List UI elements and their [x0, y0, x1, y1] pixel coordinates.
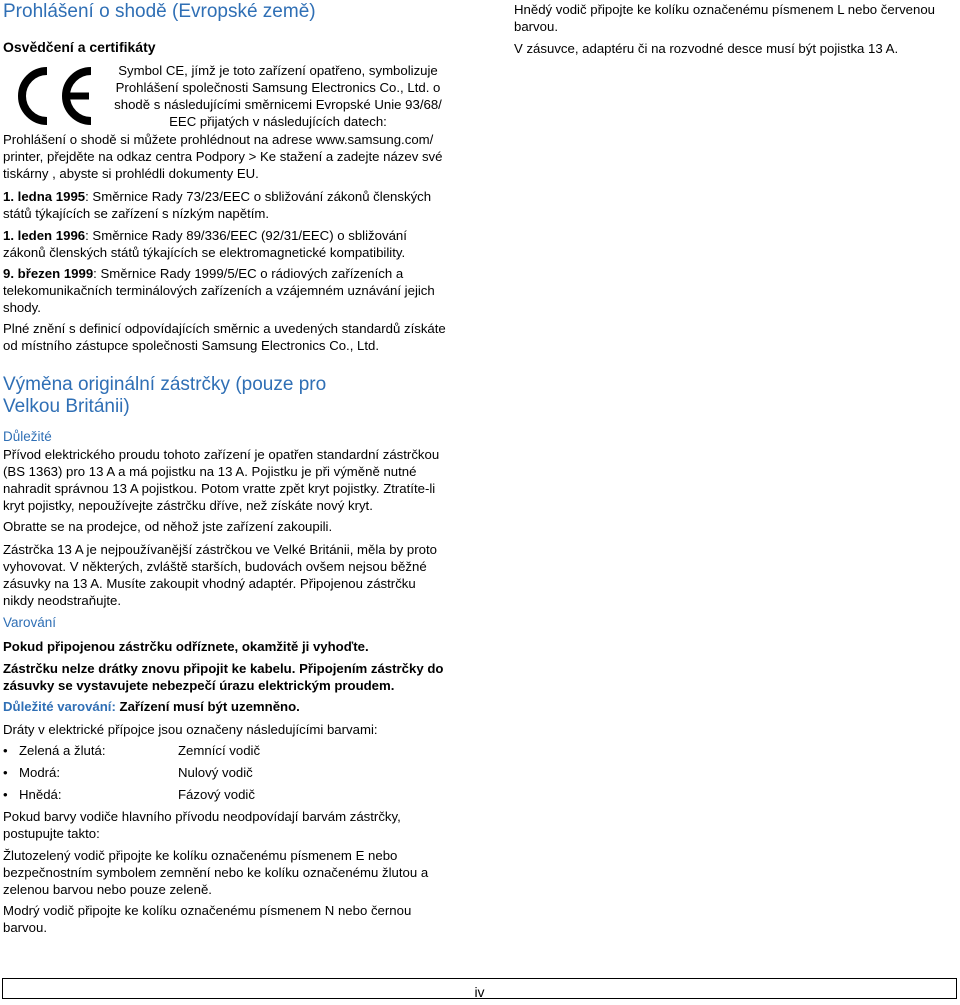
wire-item	[3, 742, 450, 764]
directive-2-text: : Směrnice Rady 89/336/EEC (92/31/EEC) o sbližování zákonů členských států týkajících se elektromagnetické kompatibility.	[3, 228, 407, 260]
wire-label: Hnědá:	[19, 787, 62, 802]
wire-value: Zemnící vodič	[178, 743, 261, 758]
warning-paragraph-1: Pokud připojenou zástrčku odříznete, okamžitě ji vyhoďte.	[3, 639, 369, 654]
bullet: •	[3, 743, 8, 758]
wire-list	[3, 742, 450, 808]
declaration-text: Prohlášení o shodě si můžete prohlédnout na adrese www.samsung.com/ printer, přejděte na odkaz centra Podpory > Ke stažení a zadejte název své tiskárny , abyste si prohlédli dokumenty EU.	[3, 132, 443, 181]
important-warning-label: Důležité varování:	[3, 699, 116, 714]
directive-1-text: : Směrnice Rady 73/23/EEC o sbližování zákonů členských států týkajících se zařízení s nízkým napětím.	[3, 189, 432, 221]
directive-1-date: 1. ledna 1995	[3, 189, 86, 204]
wire-value: Nulový vodič	[178, 765, 253, 780]
important-label: Důležité	[3, 429, 52, 444]
bullet: •	[3, 765, 8, 780]
wires-intro: Dráty v elektrické přípojce jsou označeny následujícími barvami:	[3, 722, 378, 737]
wire-value: Fázový vodič	[178, 787, 255, 802]
brown-wire: Hnědý vodič připojte ke kolíku označenému písmenem L nebo červenou barvou.	[514, 2, 936, 34]
directive-3	[3, 265, 450, 316]
wires-note: Pokud barvy vodiče hlavního přívodu neodpovídají barvám zástrčky, postupujte takto:	[3, 809, 401, 841]
important-warning-text: Zařízení musí být uzemněno.	[115, 699, 300, 714]
page-title: Prohlášení o shodě (Evropské země)	[3, 1, 316, 22]
wire-label: Zelená a žlutá:	[19, 743, 106, 758]
warning-label: Varování	[3, 615, 57, 630]
important-paragraph-3: Zástrčka 13 A je nejpoužívanější zástrčkou ve Velké Británii, měla by proto vyhovovat. V některých, zvláště starších, budovách ovšem nejsou běžné zásuvky na 13 A. Musíte zakoupit vhodný adaptér. Připojenou zástrčku nikdy neodstraňujte.	[3, 542, 437, 608]
directive-2-date: 1. leden 1996	[3, 228, 86, 243]
blue-wire: Modrý vodič připojte ke kolíku označenému písmenem N nebo černou barvou.	[3, 903, 412, 935]
wire-item	[3, 786, 450, 808]
plug-title: Výměna originální zástrčky (pouze pro Velkou Británii)	[3, 374, 327, 417]
warning-paragraph-2: Zástrčku nelze drátky znovu připojit ke kabelu. Připojením zástrčky do zásuvky se vystavujete nebezpečí úrazu elektrickým proudem.	[3, 661, 444, 693]
full-text-note: Plné znění s definicí odpovídajících směrnic a uvedených standardů získáte od místního zástupce společnosti Samsung Electronics Co., Ltd.	[3, 321, 446, 353]
directive-1	[3, 188, 450, 222]
yellow-green-wire: Žlutozelený vodič připojte ke kolíku označenému písmenem E nebo bezpečnostním symbolem zemnění nebo ke kolíku označenému žlutou a zelenou barvou nebo pouze zeleně.	[3, 848, 429, 897]
important-paragraph-2: Obratte se na prodejce, od něhož jste zařízení zakoupili.	[3, 519, 333, 534]
important-paragraph-1: Přívod elektrického proudu tohoto zařízení je opatřen standardní zástrčkou (BS 1363) pro 13 A a má pojistku na 13 A. Pojistku je při výměně nutné nahradit správnou 13 A pojistkou. Potom vratte zpět kryt pojistky. Ztratíte-li kryt pojistky, nepoužívejte zástrčku dříve, než získáte nový kryt.	[3, 447, 440, 513]
page-footer	[2, 978, 957, 999]
bullet: •	[3, 787, 8, 802]
important-warning	[3, 698, 450, 715]
fuse-note: V zásuvce, adaptéru či na rozvodné desce musí být pojistka 13 A.	[514, 41, 899, 56]
directive-3-date: 9. březen 1999	[3, 266, 94, 281]
wire-item	[3, 764, 450, 786]
directive-3-text: : Směrnice Rady 1999/5/EC o rádiových zařízeních a telekomunikačních terminálových zařízeních a vzájemném uznávání jejich shody.	[3, 266, 435, 315]
wire-label: Modrá:	[19, 765, 61, 780]
directive-2	[3, 227, 450, 261]
ce-description: Symbol CE, jímž je toto zařízení opatřeno, symbolizuje Prohlášení společnosti Samsung Electronics Co., Ltd. o shodě s následujícími směrnicemi Evropské Unie 93/68/ EEC přijatých v následujících datech:	[114, 63, 442, 129]
cert-heading: Osvědčení a certifikáty	[3, 39, 156, 55]
page-number: iv	[474, 984, 485, 1000]
ce-mark-logo	[7, 66, 99, 126]
